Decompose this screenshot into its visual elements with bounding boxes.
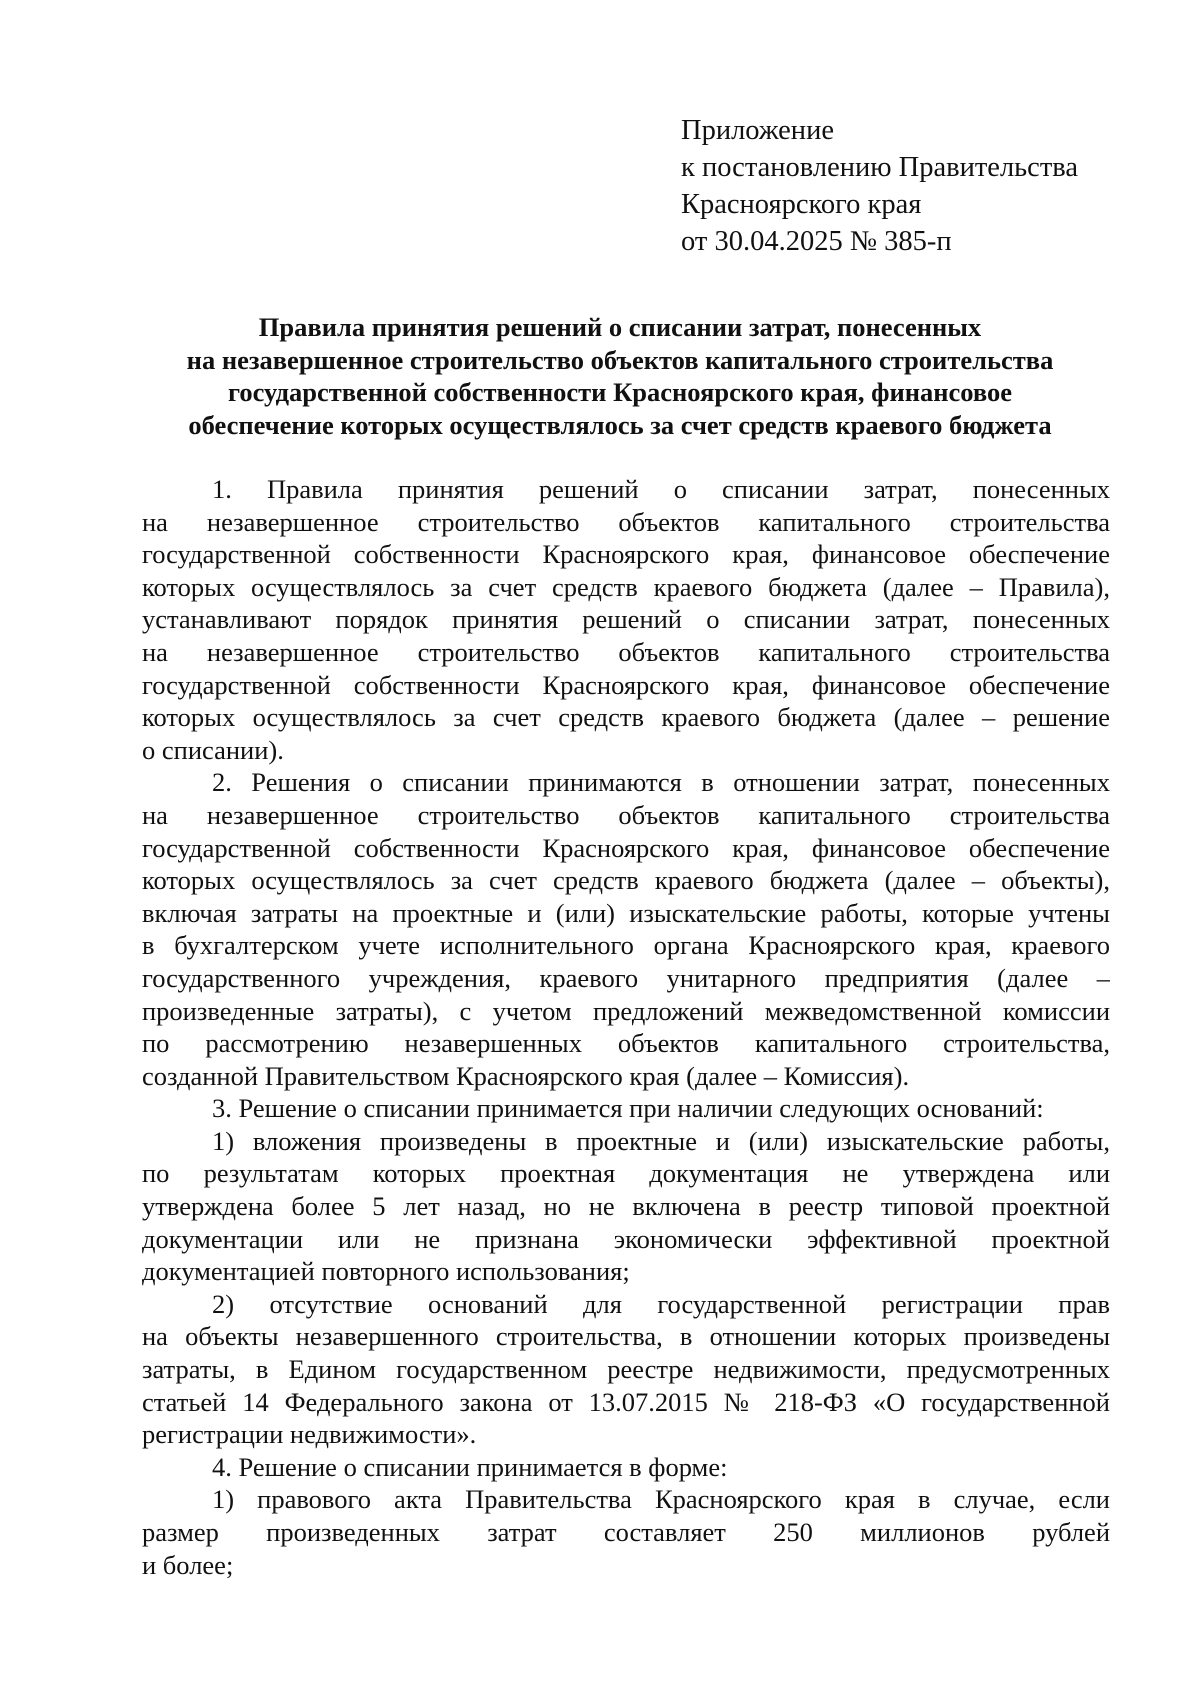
body-line: размер произведенных затрат составляет 250 миллионов рублей [142,1517,1110,1547]
body-line: документации или не признана экономически эффективной проектной [142,1223,1110,1254]
document-title [140,311,1100,441]
body-line: по результатам которых проектная документация не утверждена или [142,1158,1110,1189]
document-body [142,473,1110,1581]
body-line: 4. Решение о списании принимается в форме: [212,1451,728,1482]
body-line: произведенные затраты), с учетом предложений межведомственной комиссии [142,995,1110,1026]
body-line: в бухгалтерском учете исполнительного органа Красноярского края, краевого [142,930,1110,961]
appendix-line: от 30.04.2025 № 385-п [681,226,952,257]
body-line: государственной собственности Красноярского края, финансовое обеспечение [142,669,1110,700]
body-line: на незавершенное строительство объектов капитального строительства [142,506,1110,537]
body-line: о списании). [142,734,284,765]
body-line: 1) вложения произведены в проектные и (или) изыскательские работы, [212,1125,1110,1156]
body-line: созданной Правительством Красноярского края (далее – Комиссия). [142,1060,910,1091]
body-line: которых осуществлялось за счет средств краевого бюджета (далее – объекты), [142,865,1110,896]
body-line: на незавершенное строительство объектов капитального строительства [142,799,1110,830]
body-line: документацией повторного использования; [142,1256,630,1287]
body-line: на объекты незавершенного строительства, в отношении которых произведены [142,1321,1110,1352]
body-line: затраты, в Едином государственном реестре недвижимости, предусмотренных [142,1354,1110,1385]
body-line: на незавершенное строительство объектов капитального строительства [142,636,1110,667]
title-line: Правила принятия решений о списании затрат, понесенных [258,312,982,342]
body-line: утверждена более 5 лет назад, но не включена в реестр типовой проектной [142,1191,1110,1222]
body-line: 2) отсутствие оснований для государственной регистрации прав [212,1288,1110,1319]
body-line: государственной собственности Красноярского края, финансовое обеспечение [142,539,1110,570]
body-line: 3. Решение о списании принимается при наличии следующих оснований: [212,1093,1044,1124]
body-line: которых осуществлялось за счет средств краевого бюджета (далее – решение [142,702,1110,733]
body-line: регистрации недвижимости». [142,1419,477,1450]
appendix-header [681,112,1078,260]
body-line: 1) правового акта Правительства Красноярского края в случае, если [212,1484,1110,1515]
body-line: 1. Правила принятия решений о списании затрат, понесенных [212,474,1110,504]
title-line: государственной собственности Красноярского края, финансовое [227,377,1013,407]
body-line: по рассмотрению незавершенных объектов капитального строительства, [142,1028,1110,1059]
appendix-line: Красноярского края [681,189,922,220]
body-line: государственного учреждения, краевого унитарного предприятия (далее – [142,962,1110,993]
body-line: государственной собственности Красноярского края, финансовое обеспечение [142,832,1110,863]
body-line: 2. Решения о списании принимаются в отношении затрат, понесенных [212,767,1110,798]
title-line: на незавершенное строительство объектов капитального строительства [186,344,1054,375]
body-line: включая затраты на проектные и (или) изыскательские работы, которые учтены [142,897,1110,928]
appendix-line: Приложение [681,115,834,146]
body-line: которых осуществлялось за счет средств краевого бюджета (далее – Правила), [142,571,1110,602]
body-line: и более; [142,1549,234,1580]
appendix-line: к постановлению Правительства [681,152,1079,183]
body-line: статьей 14 Федерального закона от 13.07.2015 № 218-ФЗ «О государственной [142,1386,1110,1417]
body-line: устанавливают порядок принятия решений о списании затрат, понесенных [142,604,1110,635]
title-line: обеспечение которых осуществлялось за счет средств краевого бюджета [188,409,1052,440]
